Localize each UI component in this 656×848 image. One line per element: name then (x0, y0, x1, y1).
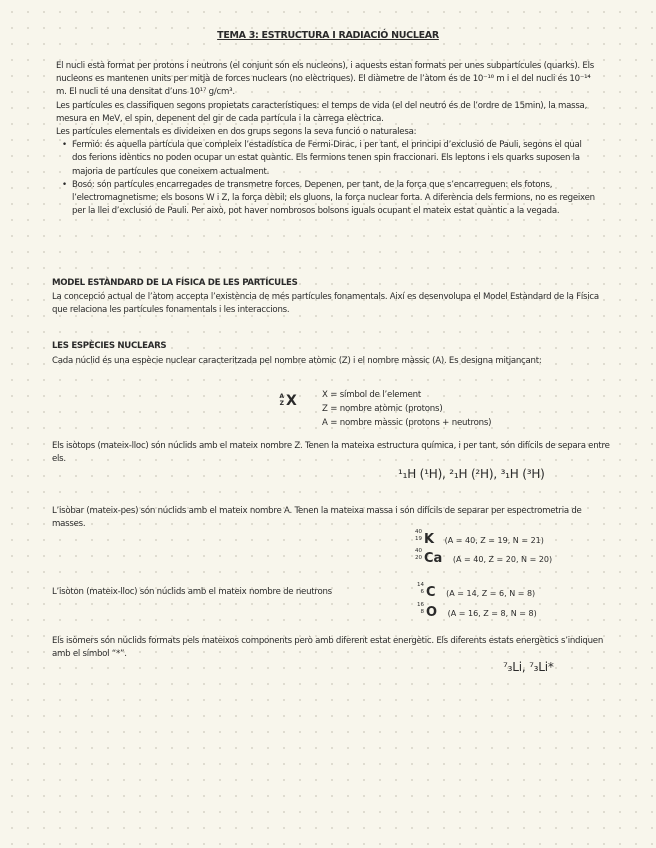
intro-paragraph-2: Les partícules es classifiquen segons propietats característiques: el temps de vida (el del neutró és de l’ordre de 15min), la massa, mesura en MeV, el spin, depenent del gir de cada partícula i la càrrega elèctrica. (56, 100, 588, 124)
title-text: TEMA 3: ESTRUCTURA I RADIACIÓ NUCLEAR (217, 30, 439, 41)
isobar-k-symbol: K (424, 532, 435, 547)
isotone-c-numbers (416, 582, 424, 595)
intro-paragraph-3: Les partícules elementals es divideixen en dos grups segons la seva funció o naturalesa: (56, 127, 417, 138)
legend-x: X = símbol de l’element (322, 390, 422, 400)
isobar-k-nuclide (414, 529, 435, 547)
isotone-o-symbol: O (426, 605, 438, 620)
isotone-c-atomic: 6 (420, 588, 424, 595)
isotone-row-c (416, 582, 536, 600)
notation-legend (322, 388, 491, 430)
isobar-ca-nuclide (414, 548, 443, 566)
model-heading: MODEL ESTÀNDARD DE LA FÍSICA DE LES PARTÍCULES (52, 278, 298, 288)
isobar-ca-atomic: 20 (415, 554, 422, 561)
isotone-c-nuclide (416, 582, 436, 600)
isotopes-paragraph: Els isòtops (mateix-lloc) són núclids amb el mateix nombre Z. Tenen la mateixa estructura química, i per tant, són difícils de separa entre els. (52, 441, 610, 465)
isobar-row-ca (414, 548, 553, 566)
notation-numbers (276, 393, 284, 407)
isotone-o-nuclide (416, 602, 438, 620)
isomers-text (52, 635, 612, 661)
model-paragraph: La concepció actual de l’àtom accepta l’existència de més partícules fonamentals. Així es desenvolupa el Model Estàndard de la Física que relaciona les partícules fonamentals i les interaccions. (52, 292, 599, 316)
isobar-row-k (414, 529, 544, 547)
particle-groups-list (56, 139, 596, 218)
intro-section (56, 60, 596, 218)
legend-z: Z = nombre atòmic (protons) (322, 404, 443, 414)
page-title (0, 30, 656, 41)
isomers-formula: ⁷₃Li, ⁷₃Li* (503, 660, 554, 674)
isotone-c-mass: 14 (417, 582, 424, 588)
species-paragraph: Cada núclid és una espècie nuclear caracteritzada pel nombre atòmic (Z) i el nombre màssic (A). Es designa mitjançant: (52, 356, 542, 366)
isobars-text (52, 505, 592, 531)
isotopes-formula: ¹₁H (¹H), ²₁H (²H), ³₁H (³H) (398, 467, 545, 481)
nuclide-notation (276, 393, 306, 417)
model-text (52, 291, 602, 317)
notation-symbol: X (286, 393, 297, 409)
isotones-text (52, 586, 412, 599)
isotone-o-mass: 16 (417, 602, 424, 608)
isotones-paragraph: L’isòton (mateix-lloc) són núclids amb el mateix nombre de neutrons (52, 587, 332, 597)
isotone-row-o (416, 602, 537, 620)
bullet-boson: • Bosó: són partícules encarregades de transmetre forces. Depenen, per tant, de la força que s’encarreguen: els fotons, l’electromagnetisme; els bosons W i Z, la força dèbil; els gluons, la força nuclear forta. A diferència dels fermions, no es regeixen per la llei d’exclusió de Pauli. Per això, pot haver nombrosos bolsons iguals ocupant el mateix estat quàntic a la vegada. (72, 179, 596, 219)
isobars-paragraph: L’isòbar (mateix-pes) són núclids amb el mateix nombre A. Tenen la mateixa massa i són difícils de separar per espectrometria de masses. (52, 506, 582, 530)
isotone-o-numbers (416, 602, 424, 615)
isobar-ca-symbol: Ca (424, 551, 443, 566)
bullet-fermion: • Fermió: és aquella partícula que compleix l’estadística de Fermi-Dirac, i per tant, el principi d’exclusió de Pauli, segons el qual dos ferions idèntics no poden ocupar un estat quàntic. Els fermions tenen spin fraccionari. Els leptons i els quarks suposen la majoria de partícules que coneixem actualment. (72, 139, 596, 179)
notation-mass: A (279, 393, 284, 400)
isobar-ca-numbers (414, 548, 422, 561)
isobar-ca-mass: 40 (415, 548, 422, 554)
isobar-k-numbers (414, 529, 422, 542)
notation-atomic: Z (279, 400, 284, 407)
isobar-k-atomic: 19 (415, 535, 422, 542)
species-heading: LES ESPÈCIES NUCLEARS (52, 341, 167, 351)
isotone-o-values: (A = 16, Z = 8, N = 8) (447, 609, 537, 618)
isotone-c-values: (A = 14, Z = 6, N = 8) (446, 589, 536, 598)
intro-paragraph-1: El nucli està format per protons i neutrons (el conjunt són els nucleons), i aquests estan formats per unes subpartícules (quarks). Els nucleons es mantenen units per mitjà de forces nuclears (no elèctriques). El diàmetre de l’àtom és de 10⁻¹⁰ m i el del nucli és 10⁻¹⁴ m. El nucli té una densitat d’uns 10¹⁷ g/cm³. (56, 61, 594, 98)
isobar-k-values: (A = 40, Z = 19, N = 21) (444, 536, 544, 545)
species-text (52, 355, 602, 368)
isotone-o-atomic: 8 (420, 608, 424, 615)
isotopes-text (52, 440, 612, 466)
isomers-paragraph: Els isòmers són núclids formats pels mateixos components però amb diferent estat energètic. Els diferents estats energètics s’indiquen amb el símbol “*”. (52, 636, 604, 660)
isobar-k-mass: 40 (415, 529, 422, 535)
legend-a: A = nombre màssic (protons + neutrons) (322, 418, 492, 428)
isobar-ca-values: (A = 40, Z = 20, N = 20) (452, 555, 553, 564)
isotone-c-symbol: C (426, 585, 436, 600)
